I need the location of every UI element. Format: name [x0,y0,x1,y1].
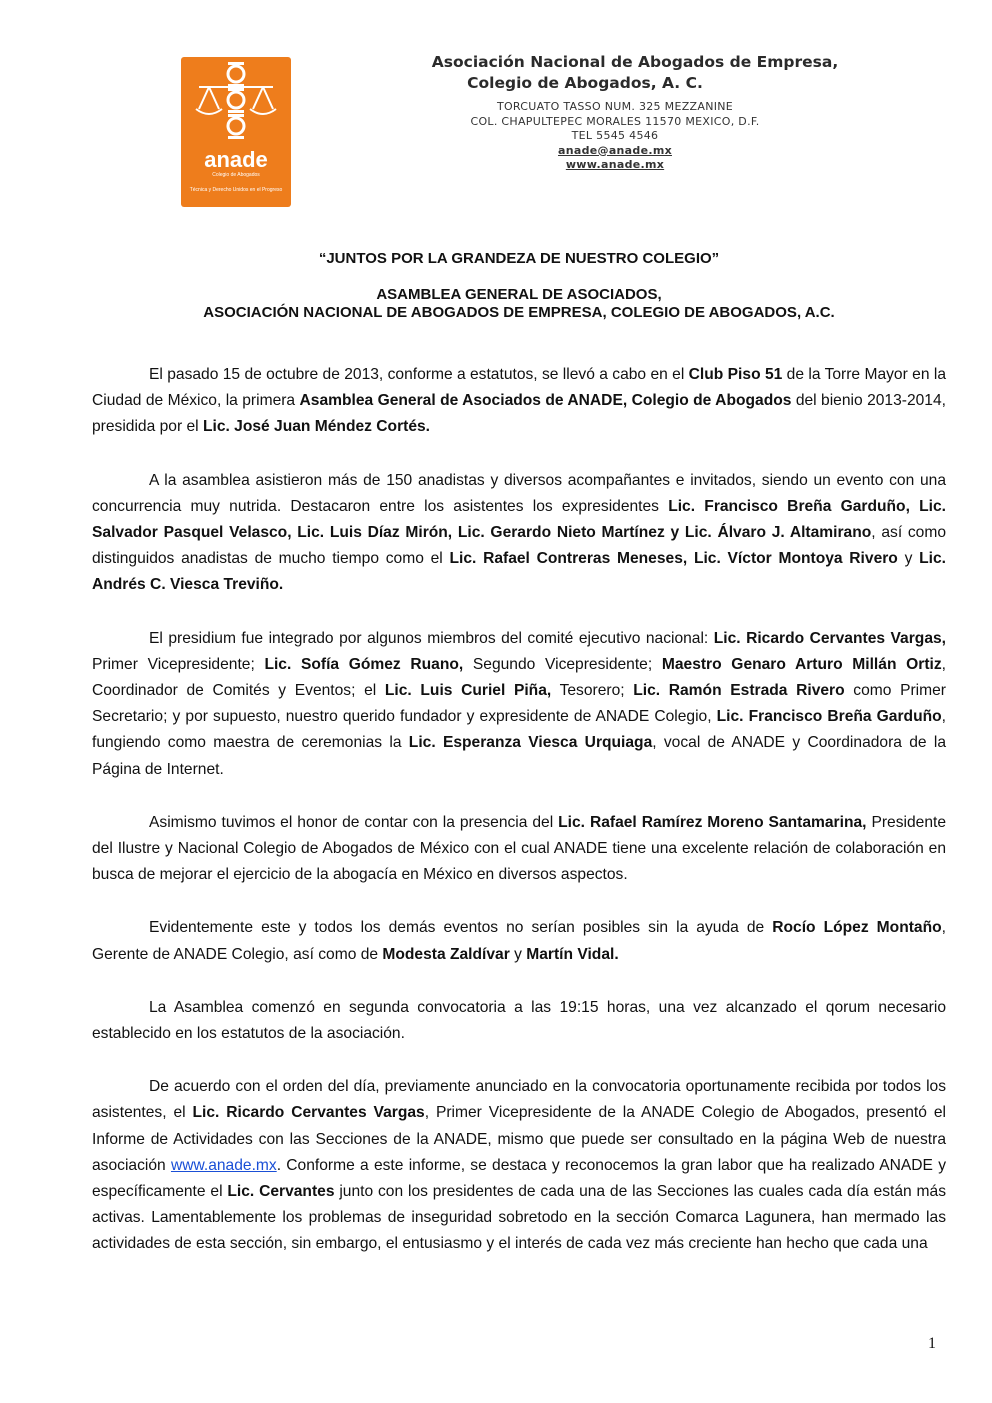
bold-text: Modesta Zaldívar [382,945,510,963]
text: Segundo Vicepresidente; [463,655,662,673]
bold-text: Asamblea General de Asociados de ANADE, Colegio de Abogados [299,392,792,410]
phone: TEL 5545 4546 [571,129,659,142]
organization-name-line2: Colegio de Abogados, A. C. [467,74,703,92]
text: . Conforme a este informe, se destaca y reconocemos la gran labor que ha realizado ANADE y específicamente el [92,1156,946,1201]
page-number: 1 [928,1335,936,1352]
text: Asimismo tuvimos el honor de contar con la presencia del [149,813,559,831]
text: El pasado 15 de octubre de 2013, conforme a estatutos, se llevó a cabo en el [149,366,689,383]
slogan-heading: “JUNTOS POR LA GRANDEZA DE NUESTRO COLEGIO” [318,250,720,267]
text: , Coordinador de Comités y Eventos; el [92,655,946,700]
paragraph-1 [92,362,946,441]
paragraph-2 [92,468,946,599]
text: , Gerente de ANADE Colegio, así como de [92,919,946,963]
bold-text: Lic. Francisco Breña Garduño, Lic. Salvador Pasquel Velasco, Lic. Luis Díaz Mirón, Lic. Gerardo Nieto Martínez y Lic. Álvaro J. Altamirano [92,497,946,542]
text: y [897,550,920,568]
text: , fungiendo como maestra de ceremonias la [92,708,946,752]
bold-text: Lic. Ramón Estrada Rivero [633,682,845,700]
logo-tagline: Técnica y Derecho Unidos en el Progreso [189,187,283,193]
letterhead [300,52,940,173]
address-line2: COL. CHAPULTEPEC MORALES 11570 MEXICO, D.F. [470,114,760,128]
email-link[interactable]: anade@anade.mx [558,143,672,157]
bold-text: Lic. Esperanza Viesca Urquiaga [408,734,653,752]
text: Primer Vicepresidente; [92,655,265,673]
logo-subtitle: Colegio de Abogados [212,172,260,178]
bold-text: Lic. Cervantes [227,1183,335,1201]
bold-text: Martín Vidal. [526,945,619,963]
logo-name: anade [204,147,268,172]
bold-text: Club Piso 51 [688,366,783,383]
title-heading-line2: ASOCIACIÓN NACIONAL DE ABOGADOS DE EMPRESA, COLEGIO DE ABOGADOS, A.C. [203,304,835,321]
text: y [509,945,527,963]
text: Evidentemente este y todos los demás eventos no serían posibles sin la ayuda de [149,919,773,937]
text: La Asamblea comenzó en segunda convocatoria a las 19:15 horas, una vez alcanzado el qorum necesario establecido en los estatutos de la asociación. [92,998,946,1043]
bold-text: Lic. Francisco Breña Garduño [716,708,942,726]
organization-name [230,52,940,94]
paragraph-3 [92,626,946,783]
bold-text: Lic. Ricardo Cervantes Vargas [192,1104,425,1122]
bold-text: Lic. Rafael Contreras Meneses, Lic. Víctor Montoya Rivero [449,550,898,568]
bold-text: Lic. Luis Curiel Piña, [384,682,552,700]
text: del bienio 2013-2014, presidida por el [92,392,946,436]
address-line1: TORCUATO TASSO NUM. 325 MEZZANINE [496,100,734,113]
website-link[interactable]: www.anade.mx [565,158,665,171]
paragraph-4 [92,810,946,889]
bold-text: Lic. Andrés C. Viesca Treviño. [92,550,946,594]
text: , así como distinguidos anadistas de mucho tiempo como el [92,524,946,568]
bold-text: Lic. José Juan Méndez Cortés. [202,418,431,436]
paragraph-6 [92,995,946,1047]
text: , vocal de ANADE y Coordinadora de la Página de Internet. [92,734,947,778]
document-body [92,362,946,1285]
address-block [435,100,795,173]
bold-text: Rocío López Montaño [772,919,942,937]
organization-name-line1: Asociación Nacional de Abogados de Empresa, [431,53,839,71]
bold-text: Lic. Rafael Ramírez Moreno Santamarina, [558,813,867,831]
text: junto con los presidentes de cada una de las Secciones las cuales cada día están más activas. Lamentablemente los problemas de inseguridad sobretodo en la sección Comarca Lagunera, han mermado las actividades de esta sección, sin embargo, el entusiasmo y el interés de cada vez más creciente han hecho que cada una [92,1183,946,1253]
text: , Primer Vicepresidente de la ANADE Colegio de Abogados, presentó el Informe de Actividades con las Secciones de la ANADE, mismo que puede ser consultado en la página Web de nuestra asociación [92,1104,946,1174]
bold-text: Maestro Genaro Arturo Millán Ortiz [661,655,942,673]
paragraph-5 [92,915,946,967]
website-link[interactable]: www.anade.mx [170,1156,277,1174]
text: Tesorero; [551,682,634,700]
text: A la asamblea asistieron más de 150 anadistas y diversos acompañantes e invitados, siendo un evento con una concurrencia muy nutrida. Destacaron entre los asistentes los expresidentes [92,471,946,515]
text: De acuerdo con el orden del día, previamente anunciado en la convocatoria oportunamente recibida por todos los asistentes, el [92,1078,946,1122]
bold-text: Lic. Sofía Gómez Ruano, [264,655,464,673]
bold-text: Lic. Ricardo Cervantes Vargas, [713,629,947,647]
text: El presidium fue integrado por algunos miembros del comité ejecutivo nacional: [149,629,714,647]
text: Presidente del Ilustre y Nacional Colegio de Abogados de México con el cual ANADE tiene una excelente relación de colaboración en busca de mejorar el ejercicio de la abogacía en México en diversos aspectos. [92,813,946,884]
text: como Primer Secretario; y por supuesto, nuestro querido fundador y expresidente de ANADE Colegio, [92,682,946,726]
paragraph-7 [92,1074,946,1257]
title-heading-line1: ASAMBLEA GENERAL DE ASOCIADOS, [376,286,662,303]
text: de la Torre Mayor en la Ciudad de México, la primera [92,366,946,410]
